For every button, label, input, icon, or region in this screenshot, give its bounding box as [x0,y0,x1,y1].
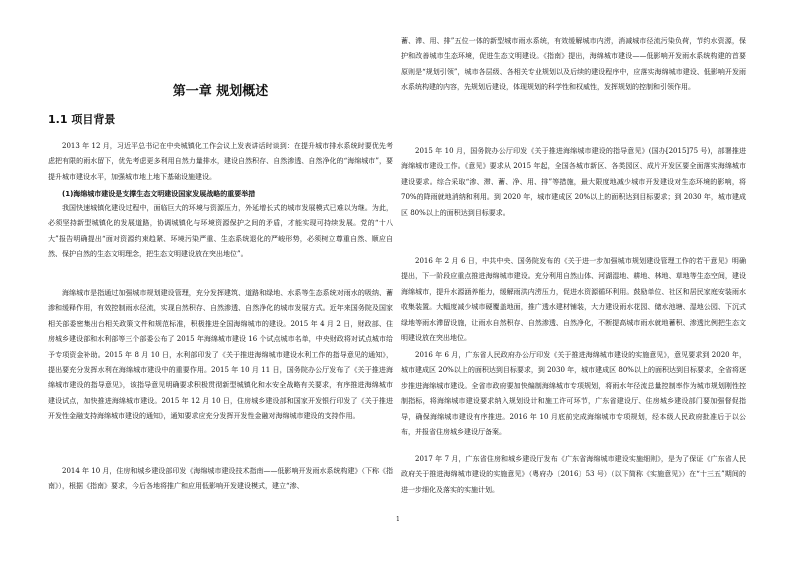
sub-heading: (1)海绵城市建设是支撑生态文明建设国家发展战略的重要举措 [62,190,256,198]
chapter-title: 第一章 规划概述 [172,84,269,99]
paragraph: 2014 年 10 月，住房和城乡建设部印发《海绵城市建设技术指南——低影响开发雨水系统构建》（下称《指南》），根据《指南》要求，今后各地将推广和应用低影响开发建设模式，建立“渗、 [48,467,393,491]
paragraph: 2017 年 7 月，广东省住房和城乡建设厅发布《广东省海绵城市建设实施细则》，是为了保证《广东省人民政府关于推进海绵城市建设的实施意见》（粤府办〔2016〕53 号）（以下简称《实施意见》）在“十三五”期间的进一步细化及落实的实施计划。 [401,455,746,494]
section-title: 1.1 项目背景 [48,113,116,126]
paragraph: 2016 年 6 月，广东省人民政府办公厅印发《关于推进海绵城市建设的实施意见》，意见要求到 2020 年，城市建成区 20%以上的面积达到目标要求，到 2030 年，城市建成区 80%以上的面积达到目标要求，全省将逐步推进海绵城市建设。全省市政府要加快编制海绵城市专项规划，将雨水年径流总量控制率作为城市规划刚性控制指标，将海绵城市建设要求纳入规划设计和施工许可环节，广东省建设厅、住房城乡建设部门要加强督促指导，确保海绵城市建设有序推进。2016 年 10 月底前完成海绵城市专项规划，经本级人民政府批准后于以公布，并报省住房城乡建设厅备案。 [401,351,746,437]
page-number: 1 [396,516,400,523]
paragraph: 2013 年 12 月，习近平总书记在中央城镇化工作会议上发表讲话时谈到：在提升城市排水系统时要优先考虑把有限的雨水留下，优先考虑更多利用自然力量排水，建设自然积存、自然渗透、自然净化的“海绵城市”，要提升城市建设水平，加强城市地上地下基础设施建设。 [48,142,393,181]
paragraph: 2015 年 10 月，国务院办公厅印发《关于推进海绵城市建设的指导意见》(国办[2015]75 号)，部署推进海绵城市建设工作。《意见》要求从 2015 年起，全国各城市新区、各类园区、成片开发区要全面落实海绵城市建设要求。综合采取“渗、滞、蓄、净、用、排”等措施，最大限度地减少城市开发建设对生态环境的影响，将 70%的降雨就地消纳和利用。到 2020 年，城市建成区 20%以上的面积达到目标要求；到 2030 年，城市建成区 80%以上的面积达到目标要求。 [401,147,746,217]
paragraph: 海绵城市是指通过加强城市规划建设管理，充分发挥建筑、道路和绿地、水系等生态系统对雨水的吸纳、蓄渗和缓释作用，有效控制雨水径流，实现自然积存、自然渗透、自然净化的城市发展方式。近年来国务院及国家相关部委密集出台相关政策文件和规范标准，积极推进全国海绵城市的建设。2015 年 4 月 2 日，财政部、住房城乡建设部和水利部等三个部委公布了 2015 年海绵城市建设 16 个试点城市名单，中央财政将对试点城市给予专项资金补助。2015 年 8 月 10 日，水利部印发了《关于推进海绵城市建设水利工作的指导意见的通知》，提出要充分发挥水利在海绵城市建设中的重要作用。2015 年 10 月 11 日，国务院办公厅发布了《关于推进海绵城市建设的指导意见》，该指导意见明确要求积极贯彻新型城镇化和水安全战略有关要求，有序推进海绵城市建设试点，加快推进海绵城市建设。2015 年 12 月 10 日，住房城乡建设部和国家开发银行印发了《关于推进开发性金融支持海绵城市建设的通知》，通知要求应充分发挥开发性金融对海绵城市建设的支持作用。 [48,289,393,421]
paragraph: 我国快速城镇化建设过程中，面临巨大的环境与资源压力，外延增长式的城市发展模式已难以为继。为此，必须坚持新型城镇化的发展道路，协调城镇化与环境资源保护之间的矛盾，才能实现可持续发展。党的“十八大”报告明确提出“面对资源约束趋紧、环境污染严重、生态系统退化的严峻形势，必须树立尊重自然、顺应自然、保护自然的生态文明理念，把生态文明建设放在突出地位”。 [48,204,393,259]
paragraph: 2016 年 2 月 6 日，中共中央、国务院发布的《关于进一步加强城市规划建设管理工作的若干意见》明确提出，下一阶段应重点推进海绵城市建设。充分利用自然山体、河湖湿地、耕地、林地、草地等生态空间，建设海绵城市，提升水源涵养能力，缓解雨洪内涝压力，促进水资源循环利用。鼓励单位、社区和居民家庭安装雨水收集装置。大幅度减少城市硬覆盖地面，推广透水建材铺装，大力建设雨水花园、储水池塘、湿地公园、下沉式绿地等雨水滞留设施，让雨水自然积存、自然渗透、自然净化，不断提高城市雨水就地蓄积、渗透比例把生态文明建设放在突出地位。 [401,257,746,343]
paragraph: 蓄、滞、用、排”五位一体的新型城市雨水系统，有效缓解城市内涝，消减城市径流污染负荷，节约水资源，保护和改善城市生态环境，促进生态文明建设。《指南》提出，海绵城市建设——低影响开发雨水系统构建的首要原则是“规划引领”，城市各层级、各相关专业规划以及后续的建设程序中，应落实海绵城市建设、低影响开发雨水系统构建的内容，先规划后建设，体现规划的科学性和权威性，发挥规划的控制和引领作用。 [401,37,746,92]
